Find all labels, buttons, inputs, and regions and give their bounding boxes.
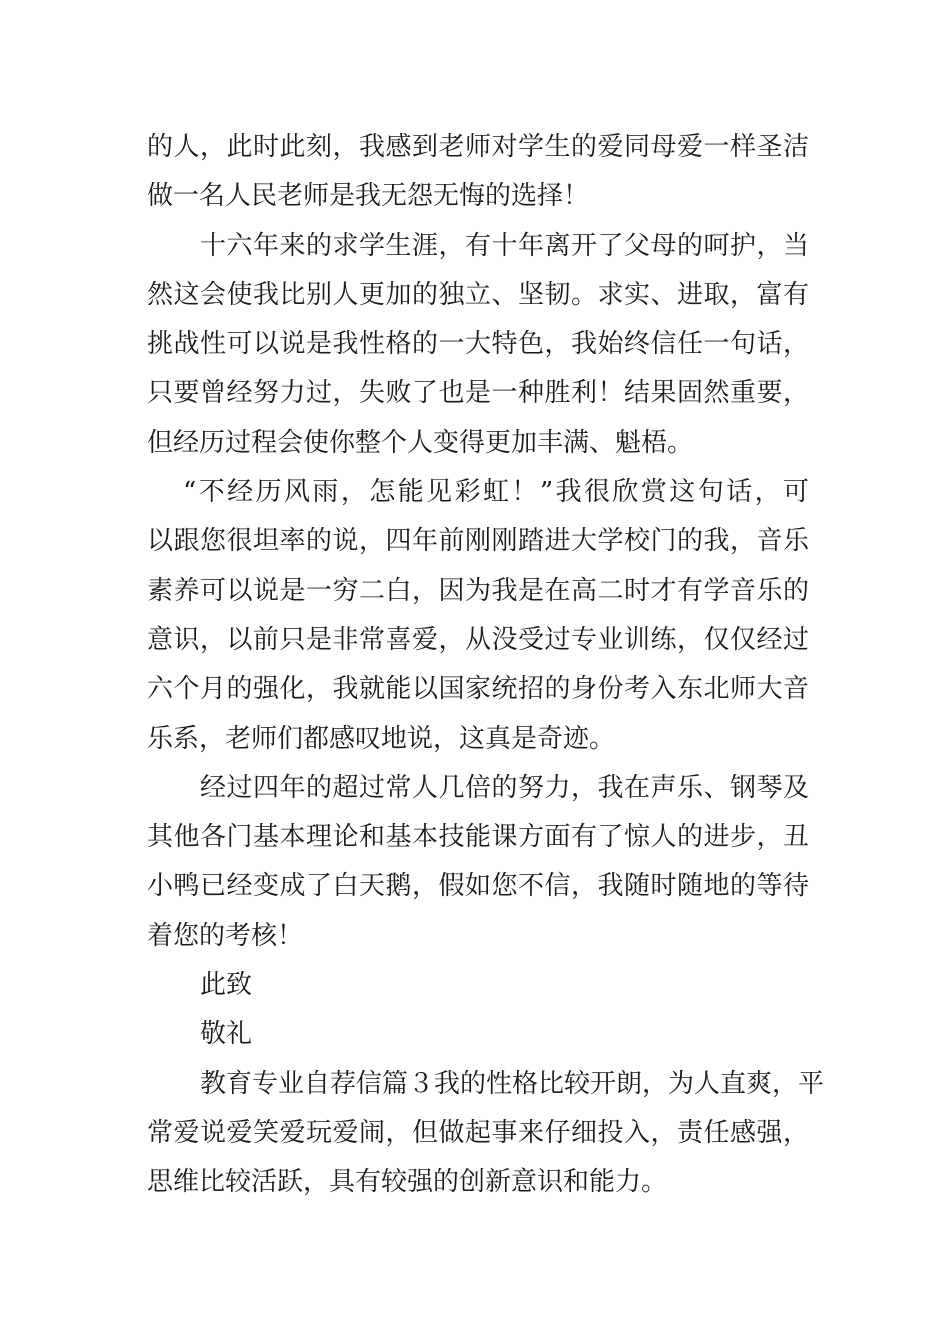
text-line: 做一名人民老师是我无怨无悔的选择！	[147, 181, 590, 212]
text-line: 然这会使我比别人更加的独立、坚韧。求实、进取，富有	[147, 279, 809, 310]
text-line: 但经历过程会使你整个人变得更加丰满、魁梧。	[147, 427, 694, 458]
text-line: 的人，此时此刻，我感到老师对学生的爱同母爱一样圣洁	[147, 132, 809, 162]
text-line: 其他各门基本理论和基本技能课方面有了惊人的进步，丑	[147, 822, 809, 853]
closing-regards: 敬礼	[200, 1019, 253, 1050]
text-line: 六个月的强化，我就能以国家统招的身份考入东北师大音	[147, 674, 809, 705]
text-line: 素养可以说是一穷二白，因为我是在高二时才有学音乐的	[147, 575, 809, 606]
text-line: 常爱说爱笑爱玩爱闹，但做起事来仔细投入，责任感强，	[147, 1117, 809, 1148]
text-line: 思维比较活跃，具有较强的创新意识和能力。	[147, 1167, 668, 1198]
text-line: 以跟您很坦率的说，四年前刚刚踏进大学校门的我，音乐	[147, 526, 809, 557]
text-line: 只要曾经努力过，失败了也是一种胜利！结果固然重要，	[147, 378, 809, 409]
letter-body	[147, 123, 825, 1208]
paragraph-first-line: 经过四年的超过常人几倍的努力，我在声乐、钢琴及	[200, 772, 809, 803]
paragraph-first-line: 十六年来的求学生涯，有十年离开了父母的呵护，当	[200, 230, 809, 261]
text-line: 挑战性可以说是我性格的一大特色，我始终信任一句话，	[147, 329, 809, 360]
paragraph-first-line: “不经历风雨，怎能见彩虹！”我很欣赏这句话，可	[183, 477, 809, 508]
text-line: 意识，以前只是非常喜爱，从没受过专业训练，仅仅经过	[147, 624, 809, 655]
text-line: 着您的考核！	[147, 920, 304, 951]
closing-salutation: 此致	[200, 970, 253, 1001]
paragraph-first-line: 教育专业自荐信篇３我的性格比较开朗，为人直爽，平	[200, 1068, 825, 1099]
text-line: 小鸭已经变成了白天鹅，假如您不信，我随时随地的等待	[147, 871, 809, 902]
text-line: 乐系，老师们都感叹地说，这真是奇迹。	[147, 723, 616, 754]
